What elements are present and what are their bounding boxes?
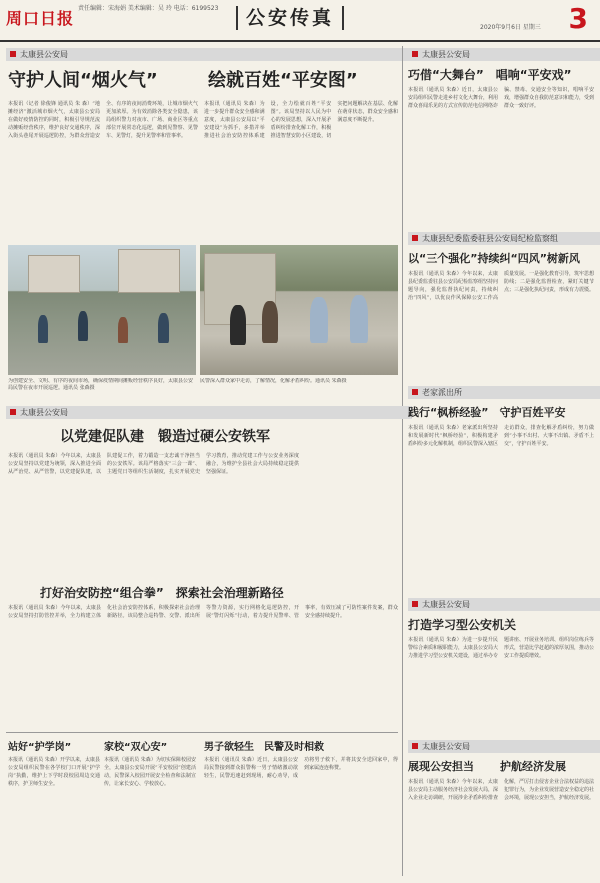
source-bar-3: 太康县纪委监委驻县公安局纪检监察组: [408, 232, 600, 245]
section-title: 公安传真: [236, 6, 344, 30]
issue-date: 2020年9月6日 星期三: [480, 24, 541, 31]
article-4-body: 本报讯（通讯员 朱森）今年以来，太康县纪委监委驻县公安局纪检监察组坚持问题导向，强化监督执纪问责，持续纠治“四风”，以优良作风保障公安工作高质量发展。一是强化教育引导，筑牢思想防线；二是强化监督检查，紧盯关键节点；三是强化执纪问责，形成有力震慑。: [408, 271, 594, 301]
photo-person: [78, 311, 88, 341]
night-market-photo: [8, 245, 196, 375]
headline-5: 以党建促队建 锻造过硬公安铁军: [60, 429, 270, 445]
source-bar-7: 太康县公安局: [408, 740, 600, 753]
source-bar-2: 太康县公安局: [408, 48, 600, 61]
article-11-body: 本报讯（通讯员 朱森）近日，太康县公安局民警接到群众报警称一男子情绪激动欲轻生，民警迅速赶到现场，耐心劝导，成功将男子救下，并将其安全送回家中，得到家属连连称赞。: [204, 757, 398, 779]
photo-person: [230, 305, 246, 345]
article-7-body: 本报讯（通讯员 朱森）今年以来，太康县公安局坚持打防管控并举，全力构建立体化社会治安防控体系，积极探索社会治理新路径。该局整合巡特警、交警、派出所等警力资源，实行网格化巡逻防控，开展“警灯闪烁”行动，着力提升见警率、管事率，有效压减了可防性案件发案，群众安全感持续提升。: [8, 605, 398, 619]
headline-2: 绘就百姓“平安图”: [208, 70, 358, 91]
article-3-body: 本报讯（通讯员 朱森）近日，太康县公安局组织民警走进乡村文化大舞台，利用群众喜闻乐见的方式宣传防范电信网络诈骗、禁毒、交通安全等知识，唱响平安戏，增强群众自我防范意识和能力，受到群众一致好评。: [408, 87, 594, 109]
masthead: [0, 0, 600, 42]
page-number: 3: [568, 2, 588, 35]
article-2-body: 本报讯（通讯员 朱森）为进一步提升群众安全感和满意度，太康县公安局以“平安建设”为抓手，多措并举推进社会治安防控体系建设，全力绘就百姓“平安图”。该局坚持以人民为中心的发展思想，深入开展矛盾纠纷排查化解工作，积极推进智慧安防小区建设，切实把问题解决在基层、化解在萌芽状态，群众安全感和满意度不断提升。: [204, 101, 398, 139]
source-bar-4: 太康县公安局: [6, 406, 412, 419]
headline-3: 巧借“大舞台” 唱响“平安戏”: [408, 68, 572, 82]
source-bar-1: 太康县公安局: [6, 48, 412, 61]
photo-person: [158, 313, 169, 343]
photo-building: [28, 255, 80, 293]
editor-info: [78, 4, 218, 13]
headline-7: 打好治安防控“组合拳” 探索社会治理新路径: [40, 586, 284, 600]
article-12-body: 本报讯（通讯员 朱森）今年以来，太康县公安局主动服务经济社会发展大局，深入企业走访调研，开展涉企矛盾纠纷排查化解，严厉打击侵害企业合法权益的违法犯罪行为，为企业发展营造安全稳定的社会环境，展现公安担当，护航经济发展。: [408, 779, 594, 801]
headline-9: 站好“护学岗”: [8, 742, 72, 753]
article-6-body: 本报讯（通讯员 朱森）老家派出所坚持和发展新时代“枫桥经验”，积极构建矛盾纠纷多元化解机制，组织民警深入辖区走访群众，排查化解矛盾纠纷，努力做到“小事不出村、大事不出镇、矛盾不上交”，守护百姓平安。: [408, 425, 594, 447]
article-1-body: 本报讯（记者 徐俊锋 通讯员 朱 森）“地摊经济”激活城市烟火气，太康县公安局在做好疫情防控的同时，积极引导规范流动摊贩经营秩序，维护良好交通秩序，深入街头巷尾开展巡逻防控，为群众营造安全、有序的夜间消费环境，让城市烟火气更加浓厚。为有效消除各类安全隐患，该局组织警力对夜市、广场、商业区等重点部位开展常态化巡逻，做到见警察、见警车、见警灯，提升见警率和管事率。: [8, 101, 198, 139]
headline-12: 展现公安担当: [408, 760, 474, 773]
photo-person: [262, 301, 278, 343]
source-bar-6: 太康县公安局: [408, 598, 600, 611]
photo-building: [118, 249, 180, 293]
headline-1: 守护人间“烟火气”: [8, 70, 158, 91]
editor-info-line-1: 责任编辑：宋海娟 美术编辑：吴 玲 电话：6199523: [78, 5, 219, 12]
photo-officer: [350, 295, 368, 343]
bottom-divider: [6, 732, 398, 733]
photo-person: [118, 317, 128, 343]
photo-person: [38, 315, 48, 343]
headline-13: 护航经济发展: [500, 760, 566, 773]
headline-6: 践行“枫桥经验” 守护百姓平安: [408, 406, 566, 419]
article-8-body: 本报讯（通讯员 朱森）为进一步提升民警综合素质和履职能力，太康县公安局大力推进学习型公安机关建设，通过举办专题讲座、开展业务培训、组织岗位练兵等形式，营造比学赶超的浓厚氛围，推动公安工作提质增效。: [408, 637, 594, 659]
source-bar-5: 老家派出所: [408, 386, 600, 399]
article-9-body: 本报讯（通讯员 朱森）开学以来，太康县公安局组织民警在各学校门口开展“护学岗”执勤，维护上下学时段校园周边交通秩序，护卫师生安全。: [8, 757, 100, 787]
photo-2-caption: 民警深入群众家中走访，了解情况，化解矛盾纠纷。通讯员 朱森摄: [200, 378, 347, 384]
newspaper-logo: 周口日报: [6, 9, 75, 28]
headline-8: 打造学习型公安机关: [408, 618, 517, 632]
photo-officer: [310, 297, 328, 343]
police-visit-photo: [200, 245, 398, 375]
article-5-body: 本报讯（通讯员 朱森）今年以来，太康县公安局坚持以党建为统领，深入推进全面从严治党、从严管警，以党建促队建，以队建促工作，着力锻造一支忠诚干净担当的公安铁军。该局严格落实“三会一课”、主题党日等组织生活制度，扎实开展党史学习教育，推动党建工作与公安业务深度融合，为维护全县社会大局持续稳定提供坚强保证。: [8, 453, 299, 475]
headline-4: 以“三个强化”持续纠“四风”树新风: [408, 252, 580, 265]
headline-11: 男子欲轻生 民警及时相救: [204, 742, 324, 753]
headline-10: 家校“双心安”: [104, 742, 168, 753]
article-10-body: 本报讯（通讯员 朱森）为切实保障校园安全，太康县公安局开展“平安校园”创建活动，民警深入校园开展安全检查和法制宣传，让家长安心、学校放心。: [104, 757, 196, 787]
photo-1-caption: 为创建安全、文明、有序的夜间市场，确保疫情期间摊贩经营秩序良好，太康县公安局民警在夜市开展巡逻。通讯员 张森摄: [8, 378, 194, 391]
column-divider: [402, 46, 403, 876]
